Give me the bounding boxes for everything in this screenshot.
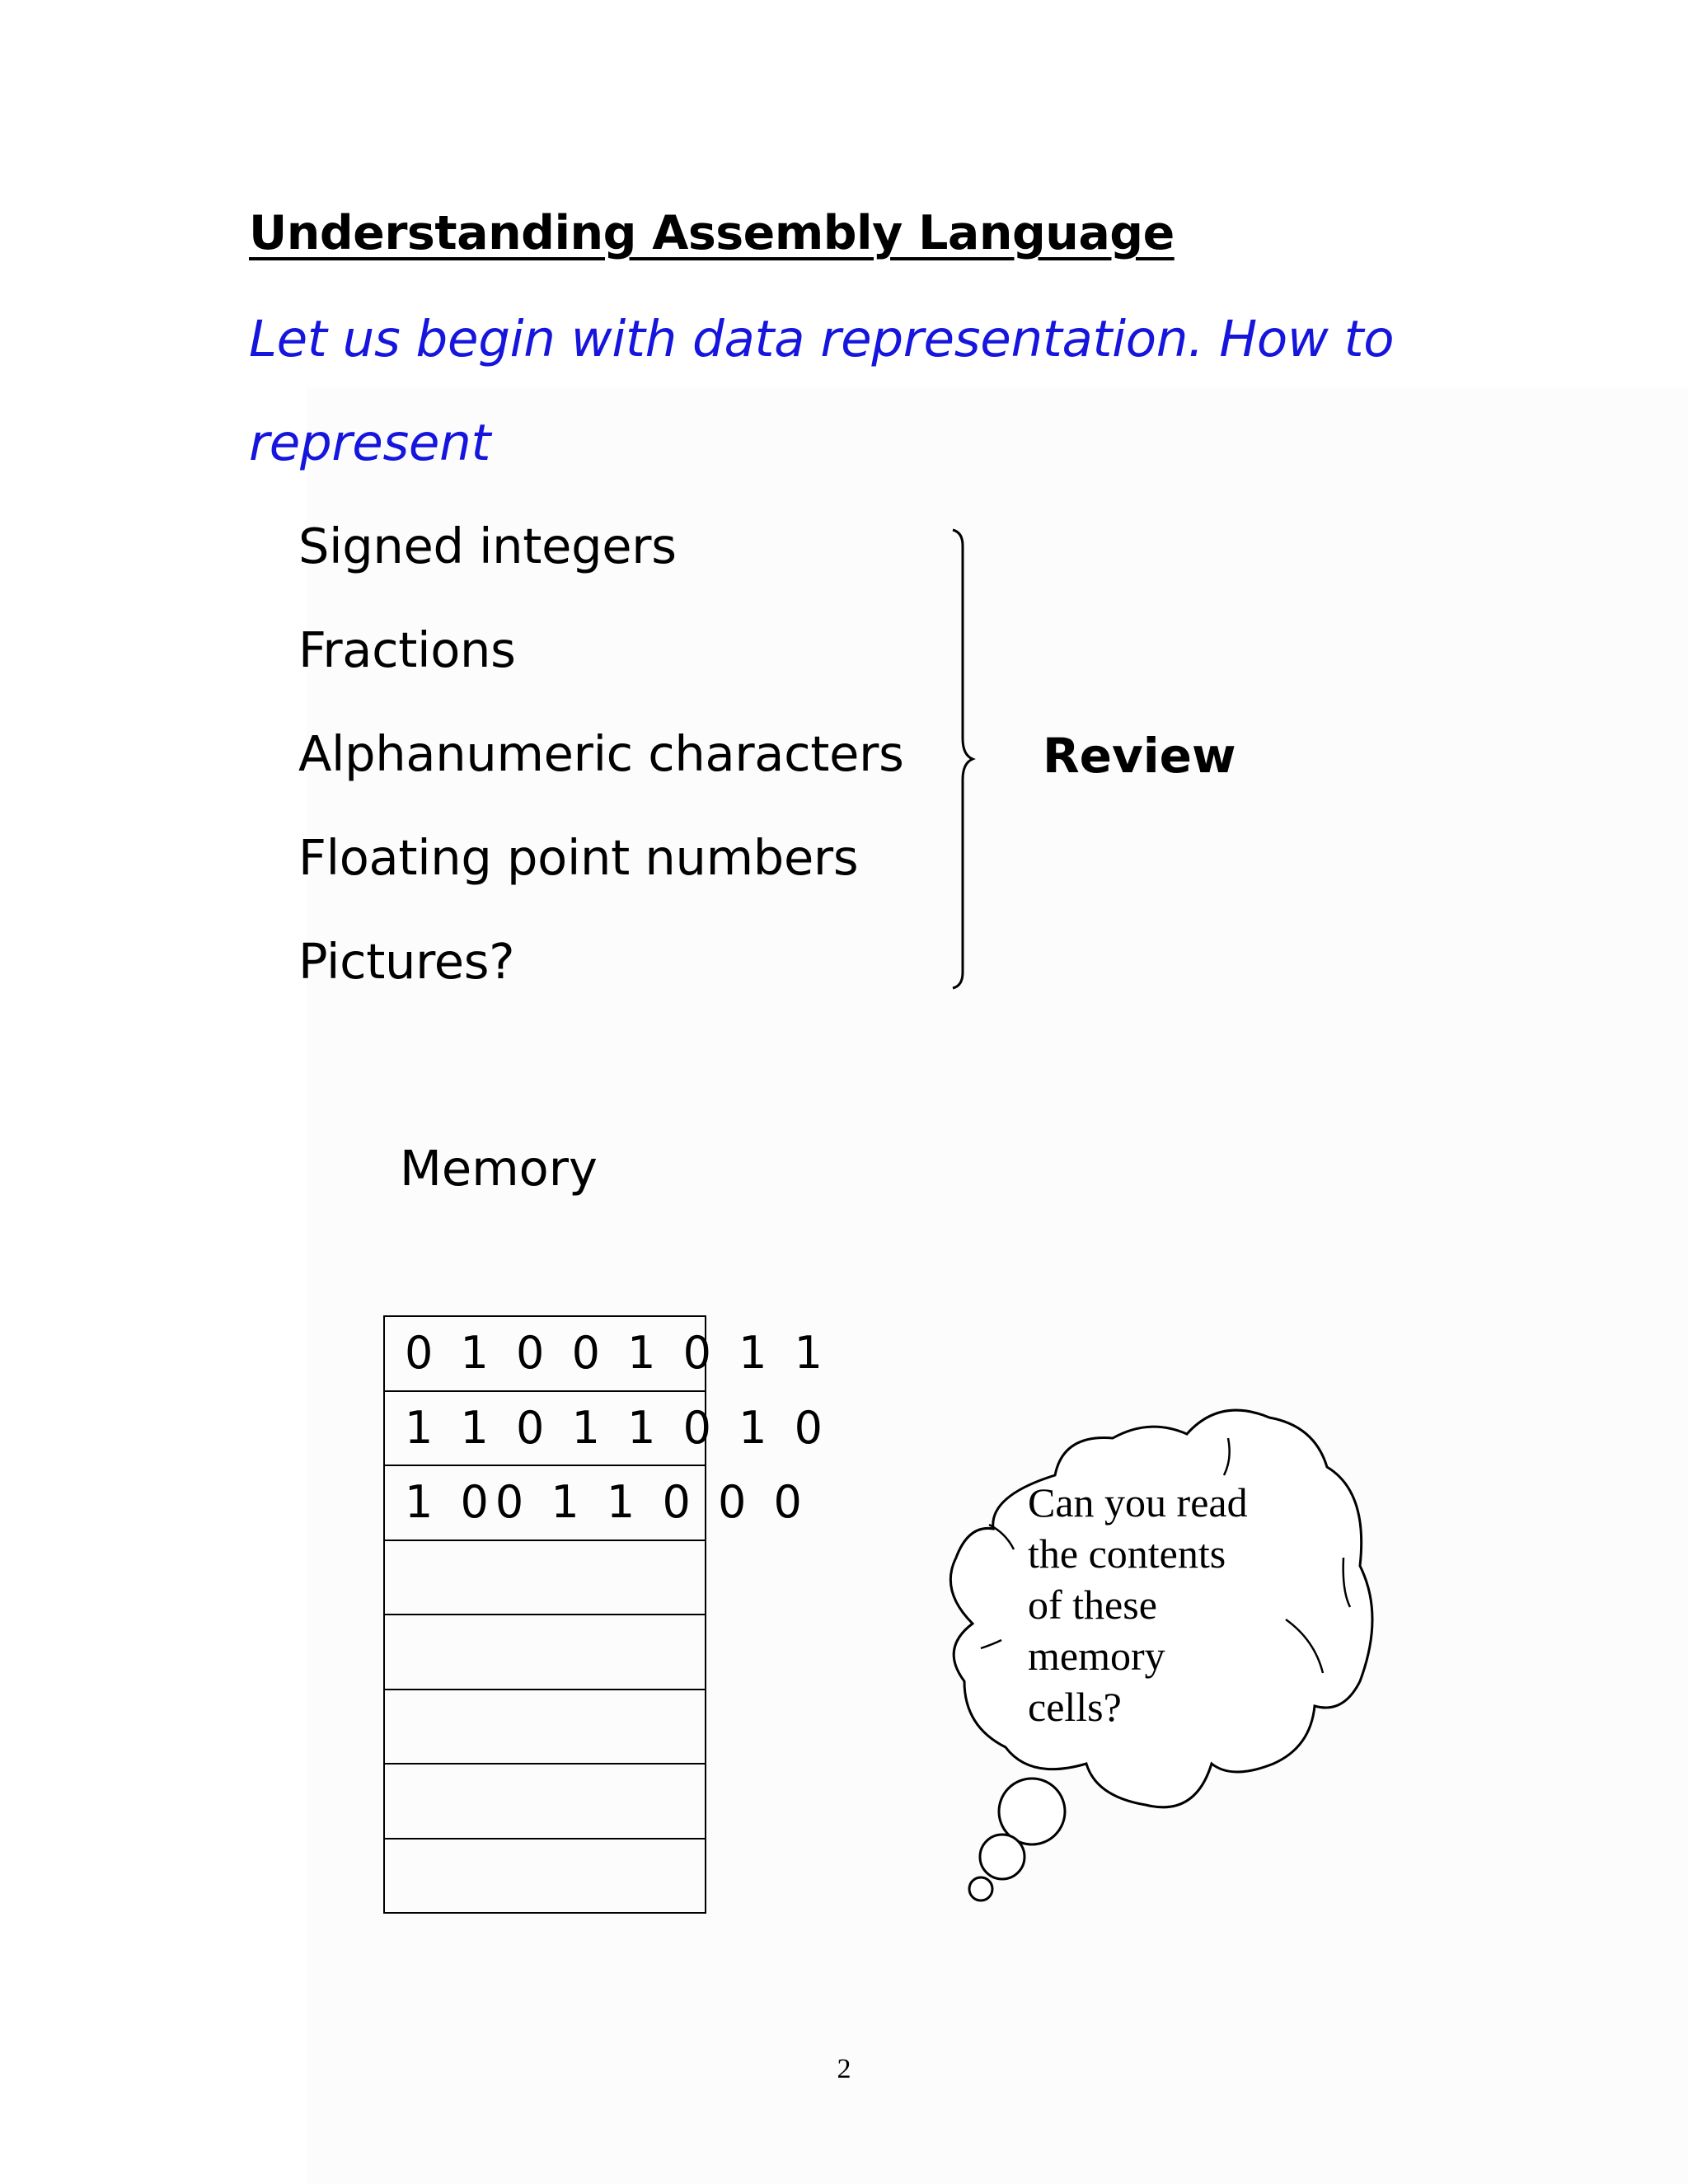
thought-line: Can you read	[1028, 1479, 1248, 1526]
memory-table	[383, 1315, 830, 1914]
review-label: Review	[1043, 728, 1236, 784]
thought-line: memory	[1028, 1633, 1165, 1679]
memory-cell	[385, 1765, 705, 1840]
thought-line: of these	[1028, 1582, 1157, 1628]
right-brace	[946, 526, 979, 992]
intro-line-1: Let us begin with data representation. How to	[249, 310, 1395, 368]
memory-cell: 1 1 0 1 1 0 1 0	[385, 1392, 705, 1467]
intro-line-2: represent	[249, 414, 491, 472]
thought-line: the contents	[1028, 1530, 1226, 1577]
list-item-fractions: Fractions	[298, 621, 516, 678]
list-item-alphanumeric: Alphanumeric characters	[298, 725, 904, 782]
list-item-floating-point: Floating point numbers	[298, 829, 859, 886]
list-item-signed-integers: Signed integers	[298, 518, 677, 574]
thought-bubble-text	[1028, 1477, 1248, 1732]
memory-cell	[385, 1840, 705, 1913]
memory-cell: 0 1 0 0 1 0 1 1	[385, 1317, 705, 1392]
list-item-pictures: Pictures?	[298, 933, 515, 990]
thought-line: cells?	[1028, 1684, 1122, 1730]
page-number: 2	[837, 2054, 851, 2084]
memory-cell	[385, 1615, 705, 1690]
memory-cell: 1 00 1 1 0 0 0	[385, 1466, 705, 1541]
memory-cell	[385, 1541, 705, 1616]
memory-cell	[385, 1690, 705, 1765]
memory-label: Memory	[400, 1140, 598, 1197]
page-title: Understanding Assembly Language	[249, 206, 1175, 260]
